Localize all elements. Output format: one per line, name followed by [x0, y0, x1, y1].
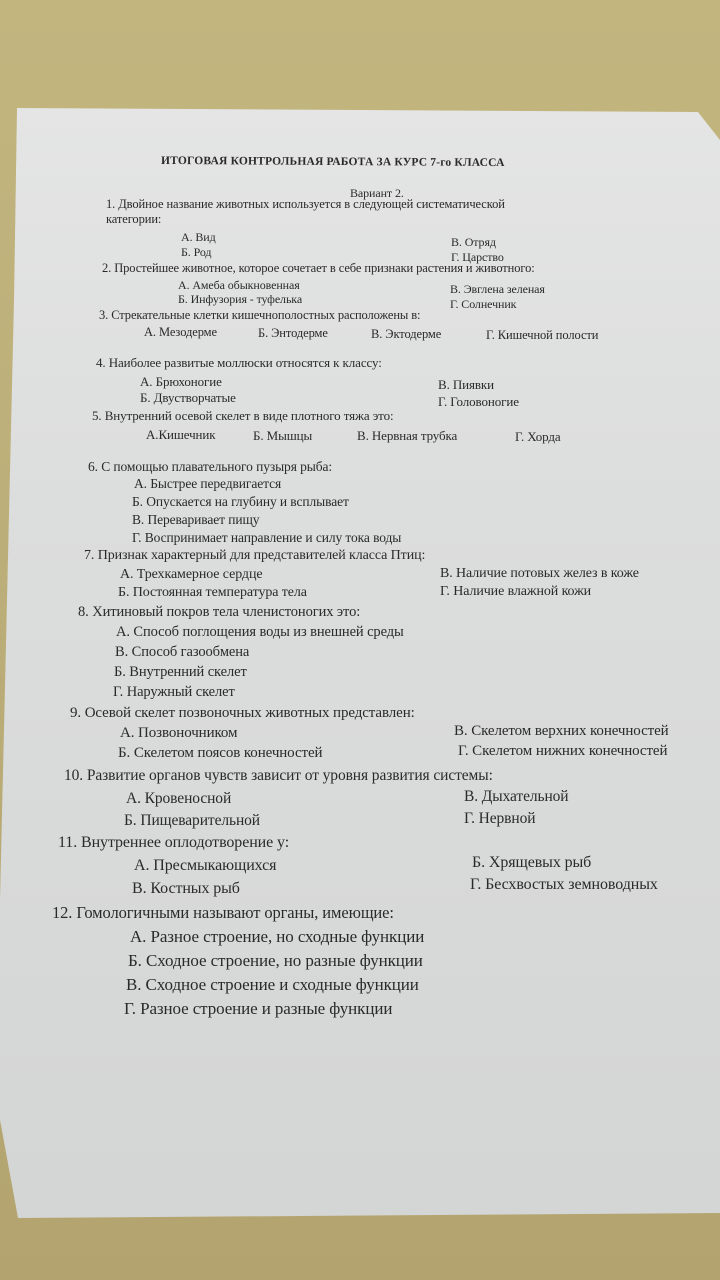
document-title: ИТОГОВАЯ КОНТРОЛЬНАЯ РАБОТА ЗА КУРС 7-го КЛАССА [160, 154, 505, 170]
option-a: А. Быстрее передвигается [134, 476, 282, 491]
option-g: Г. Разное строение и разные функции [124, 999, 393, 1018]
option-g: Г. Наличие влажной кожи [440, 584, 592, 599]
question-text: 1. Двойное название животных используется в следующей систематической [106, 197, 505, 211]
option-g: Г. Нервной [464, 810, 536, 827]
option-b: Б. Энтодерме [258, 326, 328, 340]
question-text: 4. Наиболее развитые моллюски относятся к классу: [96, 355, 382, 370]
option-a: А. Амеба обыкновенная [178, 278, 300, 292]
option-v: В. Способ газообмена [115, 644, 250, 660]
option-a: А. Пресмыкающихся [134, 857, 277, 874]
option-v: В. Сходное строение и сходные функции [126, 975, 419, 994]
option-v: В. Костных рыб [132, 880, 240, 897]
question-text-cont: категории: [106, 212, 162, 226]
option-a: А. Способ поглощения воды из внешней среды [116, 624, 404, 640]
option-a: А. Мезодерме [144, 325, 217, 339]
option-g: Г. Воспринимает направление и силу тока воды [132, 530, 402, 545]
option-g: Г. Царство [451, 250, 504, 264]
option-b: Б. Род [181, 245, 212, 259]
option-b: Б. Пищеварительной [124, 812, 260, 829]
option-b: Б. Мышцы [253, 428, 313, 443]
option-g: Г. Кишечной полости [486, 328, 599, 342]
option-b: Б. Постоянная температура тела [118, 585, 307, 600]
option-a: А.Кишечник [146, 427, 216, 442]
question-text: 12. Гомологичными называют органы, имеющие: [52, 903, 394, 922]
question-text: 5. Внутренний осевой скелет в виде плотного тяжа это: [92, 408, 394, 423]
question-text: 7. Признак характерный для представителей класса Птиц: [84, 548, 426, 563]
option-v: В. Скелетом верхних конечностей [454, 723, 669, 739]
option-a: А. Позвоночником [120, 725, 238, 741]
option-b: Б. Сходное строение, но разные функции [128, 951, 423, 970]
option-v: В. Пиявки [438, 377, 495, 392]
option-v: В. Дыхательной [464, 788, 569, 805]
option-a: А. Брюхоногие [140, 374, 222, 389]
option-b: Б. Внутренний скелет [114, 664, 247, 680]
option-b: Б. Скелетом поясов конечностей [118, 745, 323, 761]
option-a: А. Вид [181, 230, 216, 244]
option-v: В. Наличие потовых желез в коже [440, 566, 639, 581]
question-text: 2. Простейшее животное, которое сочетает в себе признаки растения и животного: [102, 261, 535, 275]
question-text: 6. С помощью плавательного пузыря рыба: [88, 459, 333, 474]
question-text: 9. Осевой скелет позвоночных животных представлен: [70, 705, 415, 721]
option-g: Г. Солнечник [450, 297, 517, 311]
question-text: 8. Хитиновый покров тела членистоногих это: [78, 604, 361, 620]
option-v: В. Эвглена зеленая [450, 282, 545, 296]
variant-label: Вариант 2. [350, 186, 404, 200]
question-text: 11. Внутреннее оплодотворение у: [58, 834, 290, 851]
option-a: А. Кровеносной [126, 790, 232, 807]
option-a: А. Трехкамерное сердце [120, 567, 263, 582]
option-g: Г. Наружный скелет [113, 684, 235, 700]
option-b: Б. Опускается на глубину и всплывает [132, 494, 349, 509]
option-g: Г. Бесхвостых земноводных [470, 876, 658, 893]
option-b: Б. Инфузория - туфелька [178, 292, 303, 306]
option-b: Б. Хрящевых рыб [472, 854, 592, 871]
question-text: 10. Развитие органов чувств зависит от уровня развития системы: [64, 767, 493, 784]
option-g: Г. Головоногие [438, 394, 519, 409]
option-g: Г. Хорда [515, 429, 561, 444]
option-v: В. Отряд [451, 235, 496, 249]
option-v: В. Эктодерме [371, 327, 442, 341]
question-text: 3. Стрекательные клетки кишечнополостных расположены в: [99, 308, 421, 322]
option-a: А. Разное строение, но сходные функции [130, 927, 425, 946]
option-g: Г. Скелетом нижних конечностей [458, 743, 668, 759]
option-b: Б. Двустворчатые [140, 390, 236, 405]
option-v: В. Нервная трубка [357, 428, 458, 443]
option-v: В. Переваривает пищу [132, 512, 260, 527]
